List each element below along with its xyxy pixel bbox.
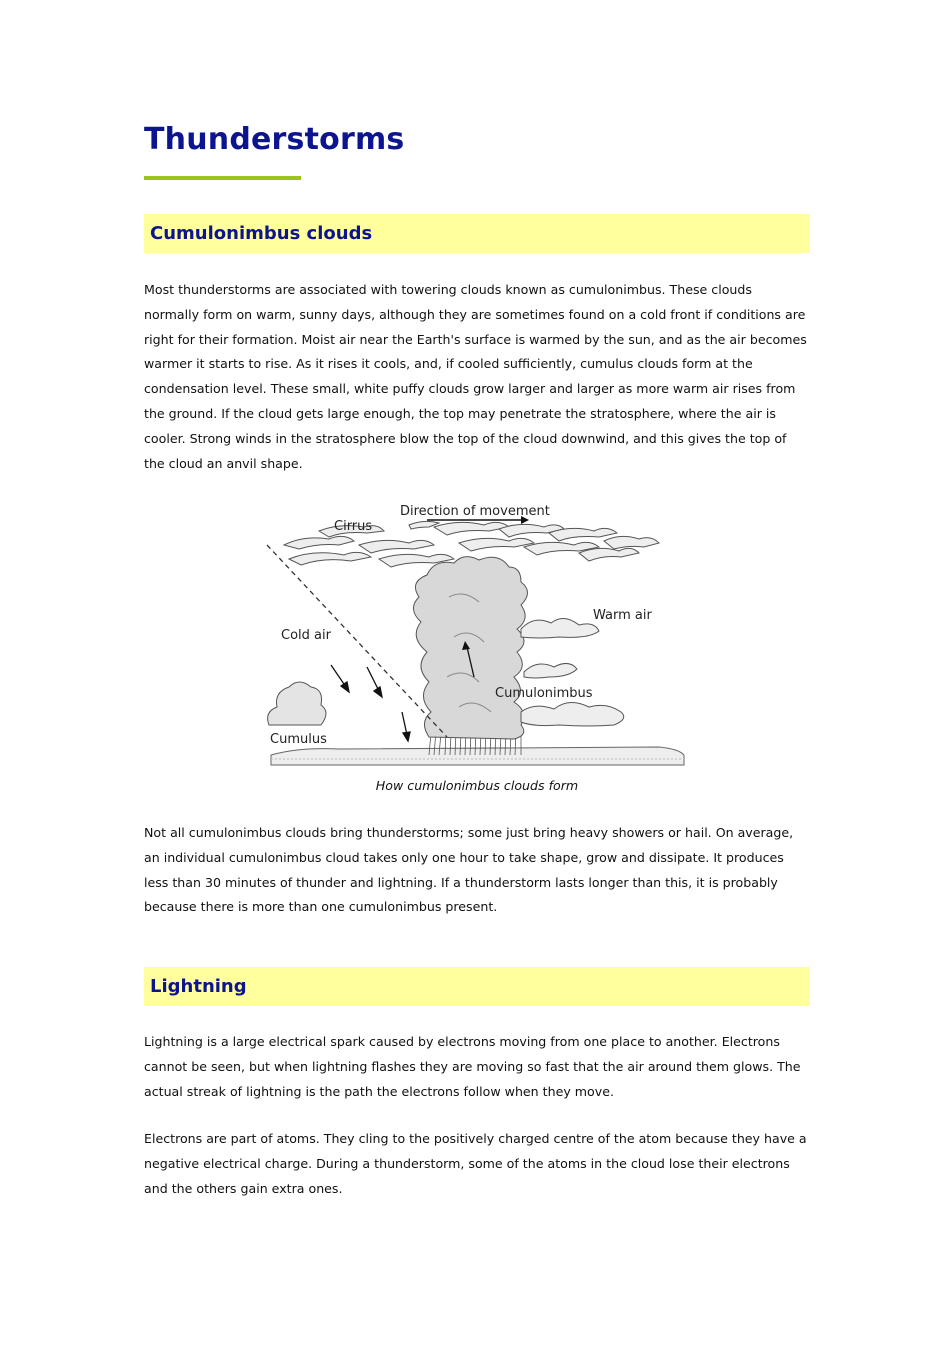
page-title: Thunderstorms (144, 122, 405, 157)
cumulonimbus-diagram (259, 497, 689, 772)
paragraph: Most thunderstorms are associated with towering clouds known as cumulonimbus. These clouds normally form on warm, sunny days, although they are sometimes found on a cold front if conditions are right for their formation. Moist air near the Earth's surface is warmed by the sun, and as the air becomes warmer it starts to rise. As it rises it cools, and, if cooled sufficiently, cumulus clouds form at the condensation level. These small, white puffy clouds grow larger and larger as more warm air rises from the ground. If the cloud gets large enough, the top may penetrate the stratosphere, where the air is cooler. Strong winds in the stratosphere blow the top of the cloud downwind, and this gives the top of the cloud an anvil shape. (144, 282, 807, 471)
paragraph: Lightning is a large electrical spark caused by electrons moving from one place to another. Electrons cannot be seen, but when lightning flashes they are moving so fast that the air around them glows. The actual streak of lightning is the path the electrons follow when they move. (144, 1034, 801, 1099)
cumulonimbus-cloud (413, 557, 527, 739)
section-heading-text: Cumulonimbus clouds (150, 223, 373, 244)
label-cumulus: Cumulus (270, 732, 327, 747)
section-heading-lightning (144, 967, 810, 1006)
ground (271, 747, 684, 765)
paragraph: Not all cumulonimbus clouds bring thunderstorms; some just bring heavy showers or hail. On average, an individual cumulonimbus cloud takes only one hour to take shape, grow and dissipate. It produces less than 30 minutes of thunder and lightning. If a thunderstorm lasts longer than this, it is probably because there is more than one cumulonimbus present. (144, 825, 794, 915)
cumulus-cloud (268, 682, 326, 725)
section-heading-text: Lightning (150, 976, 247, 997)
label-warm-air: Warm air (593, 608, 652, 623)
label-cold-air: Cold air (281, 628, 331, 643)
section-heading-cumulonimbus (144, 214, 810, 253)
title-underline (144, 176, 301, 180)
label-cumulonimbus: Cumulonimbus (495, 686, 593, 701)
label-direction: Direction of movement (400, 504, 550, 519)
figure-caption: How cumulonimbus clouds form (375, 778, 579, 793)
paragraph: Electrons are part of atoms. They cling to the positively charged centre of the atom because they have a negative electrical charge. During a thunderstorm, some of the atoms in the cloud lose their electrons and the others gain extra ones. (144, 1131, 807, 1196)
label-cirrus: Cirrus (334, 519, 373, 534)
warm-air-clouds (521, 618, 624, 726)
